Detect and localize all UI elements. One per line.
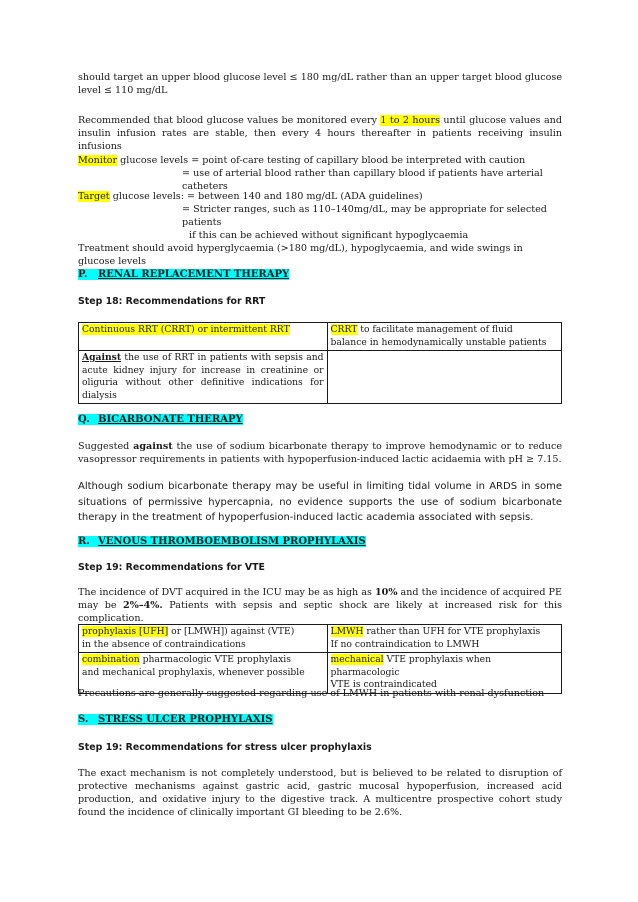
bicarbonate-paragraph-1 xyxy=(78,440,562,466)
section-number: S. xyxy=(78,714,89,725)
highlight: Target xyxy=(78,191,110,202)
section-heading-stress-ulcer xyxy=(78,713,562,726)
section-number: R. xyxy=(78,536,90,547)
text: VTE is contraindicated xyxy=(330,679,437,690)
section-number: P. xyxy=(78,269,88,280)
text: or [LMWH]) against (VTE) xyxy=(168,626,295,637)
text: Recommended that blood glucose values be monitored every xyxy=(78,115,381,126)
rrt-cell-against xyxy=(79,351,328,404)
glucose-monitoring-paragraph xyxy=(78,114,562,153)
monitor-line-1 xyxy=(78,154,562,167)
highlight: Monitor xyxy=(78,155,118,166)
text: to facilitate management of fluid xyxy=(357,324,513,335)
vte-incidence-paragraph xyxy=(78,586,562,625)
text: The incidence of DVT acquired in the ICU may be as high as xyxy=(78,587,375,598)
text: If no contraindication to LMWH xyxy=(330,638,480,650)
text: the use of sodium bicarbonate therapy to improve hemodynamic or to reduce vasopressor requirements in patients with hypoperfusion-induced lactic acidaemia with pH ≥ 7.15. xyxy=(78,441,563,465)
section-heading-vte xyxy=(78,535,562,548)
text: Patients with sepsis and septic shock are likely at increased risk for this complication. xyxy=(78,600,562,624)
section-heading-bicarbonate xyxy=(78,413,562,426)
text: until glucose values and insulin infusion rates are stable, then every 4 hours thereafter in patients receiving insulin infusions xyxy=(78,115,562,152)
rrt-table xyxy=(78,322,562,404)
text: glucose levels: = between 140 and 180 mg/dL (ADA guidelines) xyxy=(109,191,423,202)
text: rather than UFH for VTE prophylaxis xyxy=(363,626,541,637)
highlight: Continuous RRT (CRRT) or intermittent RRT xyxy=(82,324,290,335)
text: glucose levels = point of-care testing of capillary blood be interpreted with caution xyxy=(117,155,526,166)
section-number: Q. xyxy=(78,414,90,425)
section-title: VENOUS THROMBOEMBOLISM PROPHYLAXIS xyxy=(98,536,366,547)
glucose-target-paragraph: should target an upper blood glucose level ≤ 180 mg/dL rather than an upper target blood glucose level ≤ 110 mg/dL xyxy=(78,72,562,96)
treatment-line: Treatment should avoid hyperglycaemia (>180 mg/dL), hypoglycaemia, and wide swings in glucose levels xyxy=(78,243,523,267)
bold-text: 2%–4%. xyxy=(123,600,163,611)
target-line-1 xyxy=(78,190,562,203)
section-title: BICARBONATE THERAPY xyxy=(98,414,243,425)
rrt-cell-continuous xyxy=(79,323,328,351)
text: Suggested xyxy=(78,441,134,452)
monitor-block xyxy=(78,154,562,193)
target-line-2: = Stricter ranges, such as 110–140mg/dL, may be appropriate for selected patients xyxy=(182,204,547,228)
vte-cell-lmwh xyxy=(327,625,562,653)
vte-table xyxy=(78,624,562,694)
target-line-3: if this can be achieved without significant hypoglycaemia xyxy=(189,230,469,241)
step-18-heading: Step 18: Recommendations for RRT xyxy=(78,296,266,307)
monitor-line-2: = use of arterial blood rather than capillary blood if patients have arterial catheters xyxy=(182,168,543,192)
text: and mechanical prophylaxis, whenever possible xyxy=(82,666,305,678)
target-block xyxy=(78,190,562,268)
highlight: prophylaxis [UFH] xyxy=(82,626,169,637)
section-title: STRESS ULCER PROPHYLAXIS xyxy=(98,714,273,725)
text: balance in hemodynamically unstable patients xyxy=(330,336,547,348)
highlight: LMWH xyxy=(330,626,364,637)
stress-ulcer-paragraph: The exact mechanism is not completely understood, but is believed to be related to disruption of protective mechanisms against gastric acid, gastric mucosal hypoperfusion, increased acid production, and oxidative injury to the digestive track. A multicentre prospective cohort study found the incidence of clinically important GI bleeding to be 2.6%. xyxy=(78,768,562,818)
highlight: 1 to 2 hours xyxy=(380,115,440,126)
bicarbonate-paragraph-2: Although sodium bicarbonate therapy may be useful in limiting tidal volume in ARDS in some situations of permissive hypercapnia, no evidence supports the use of sodium bicarbonate therapy in the treatment of hypoperfusion-induced lactic academia associated with sepsis. xyxy=(78,481,562,523)
text: in the absence of contraindications xyxy=(82,638,246,650)
step-19-vte-heading: Step 19: Recommendations for VTE xyxy=(78,562,265,573)
section-title: RENAL REPLACEMENT THERAPY xyxy=(98,269,290,280)
highlight: mechanical xyxy=(330,654,384,665)
rrt-cell-empty xyxy=(327,351,562,404)
highlight: combination xyxy=(82,654,140,665)
step-19-stress-ulcer-heading: Step 19: Recommendations for stress ulcer prophylaxis xyxy=(78,742,372,753)
section-heading-rrt xyxy=(78,268,562,281)
text: and the incidence of acquired PE may be xyxy=(78,587,562,611)
highlight: CRRT xyxy=(330,324,358,335)
document-page xyxy=(78,0,562,902)
bold-text: 10% xyxy=(374,587,398,598)
vte-precautions-paragraph: Precautions are generally suggested regarding use of LMWH in patients with renal dysfunction xyxy=(78,688,545,699)
bold-text: against xyxy=(133,441,173,452)
vte-cell-prophylaxis xyxy=(79,625,328,653)
text: pharmacologic VTE prophylaxis xyxy=(139,654,291,665)
text: VTE prophylaxis when pharmacologic xyxy=(330,654,492,678)
bold-text: Against xyxy=(82,352,122,363)
text: the use of RRT in patients with sepsis and acute kidney injury for increase in creatinine or oliguria without other definitive indications for dialysis xyxy=(82,352,324,401)
rrt-cell-crrt xyxy=(327,323,562,351)
